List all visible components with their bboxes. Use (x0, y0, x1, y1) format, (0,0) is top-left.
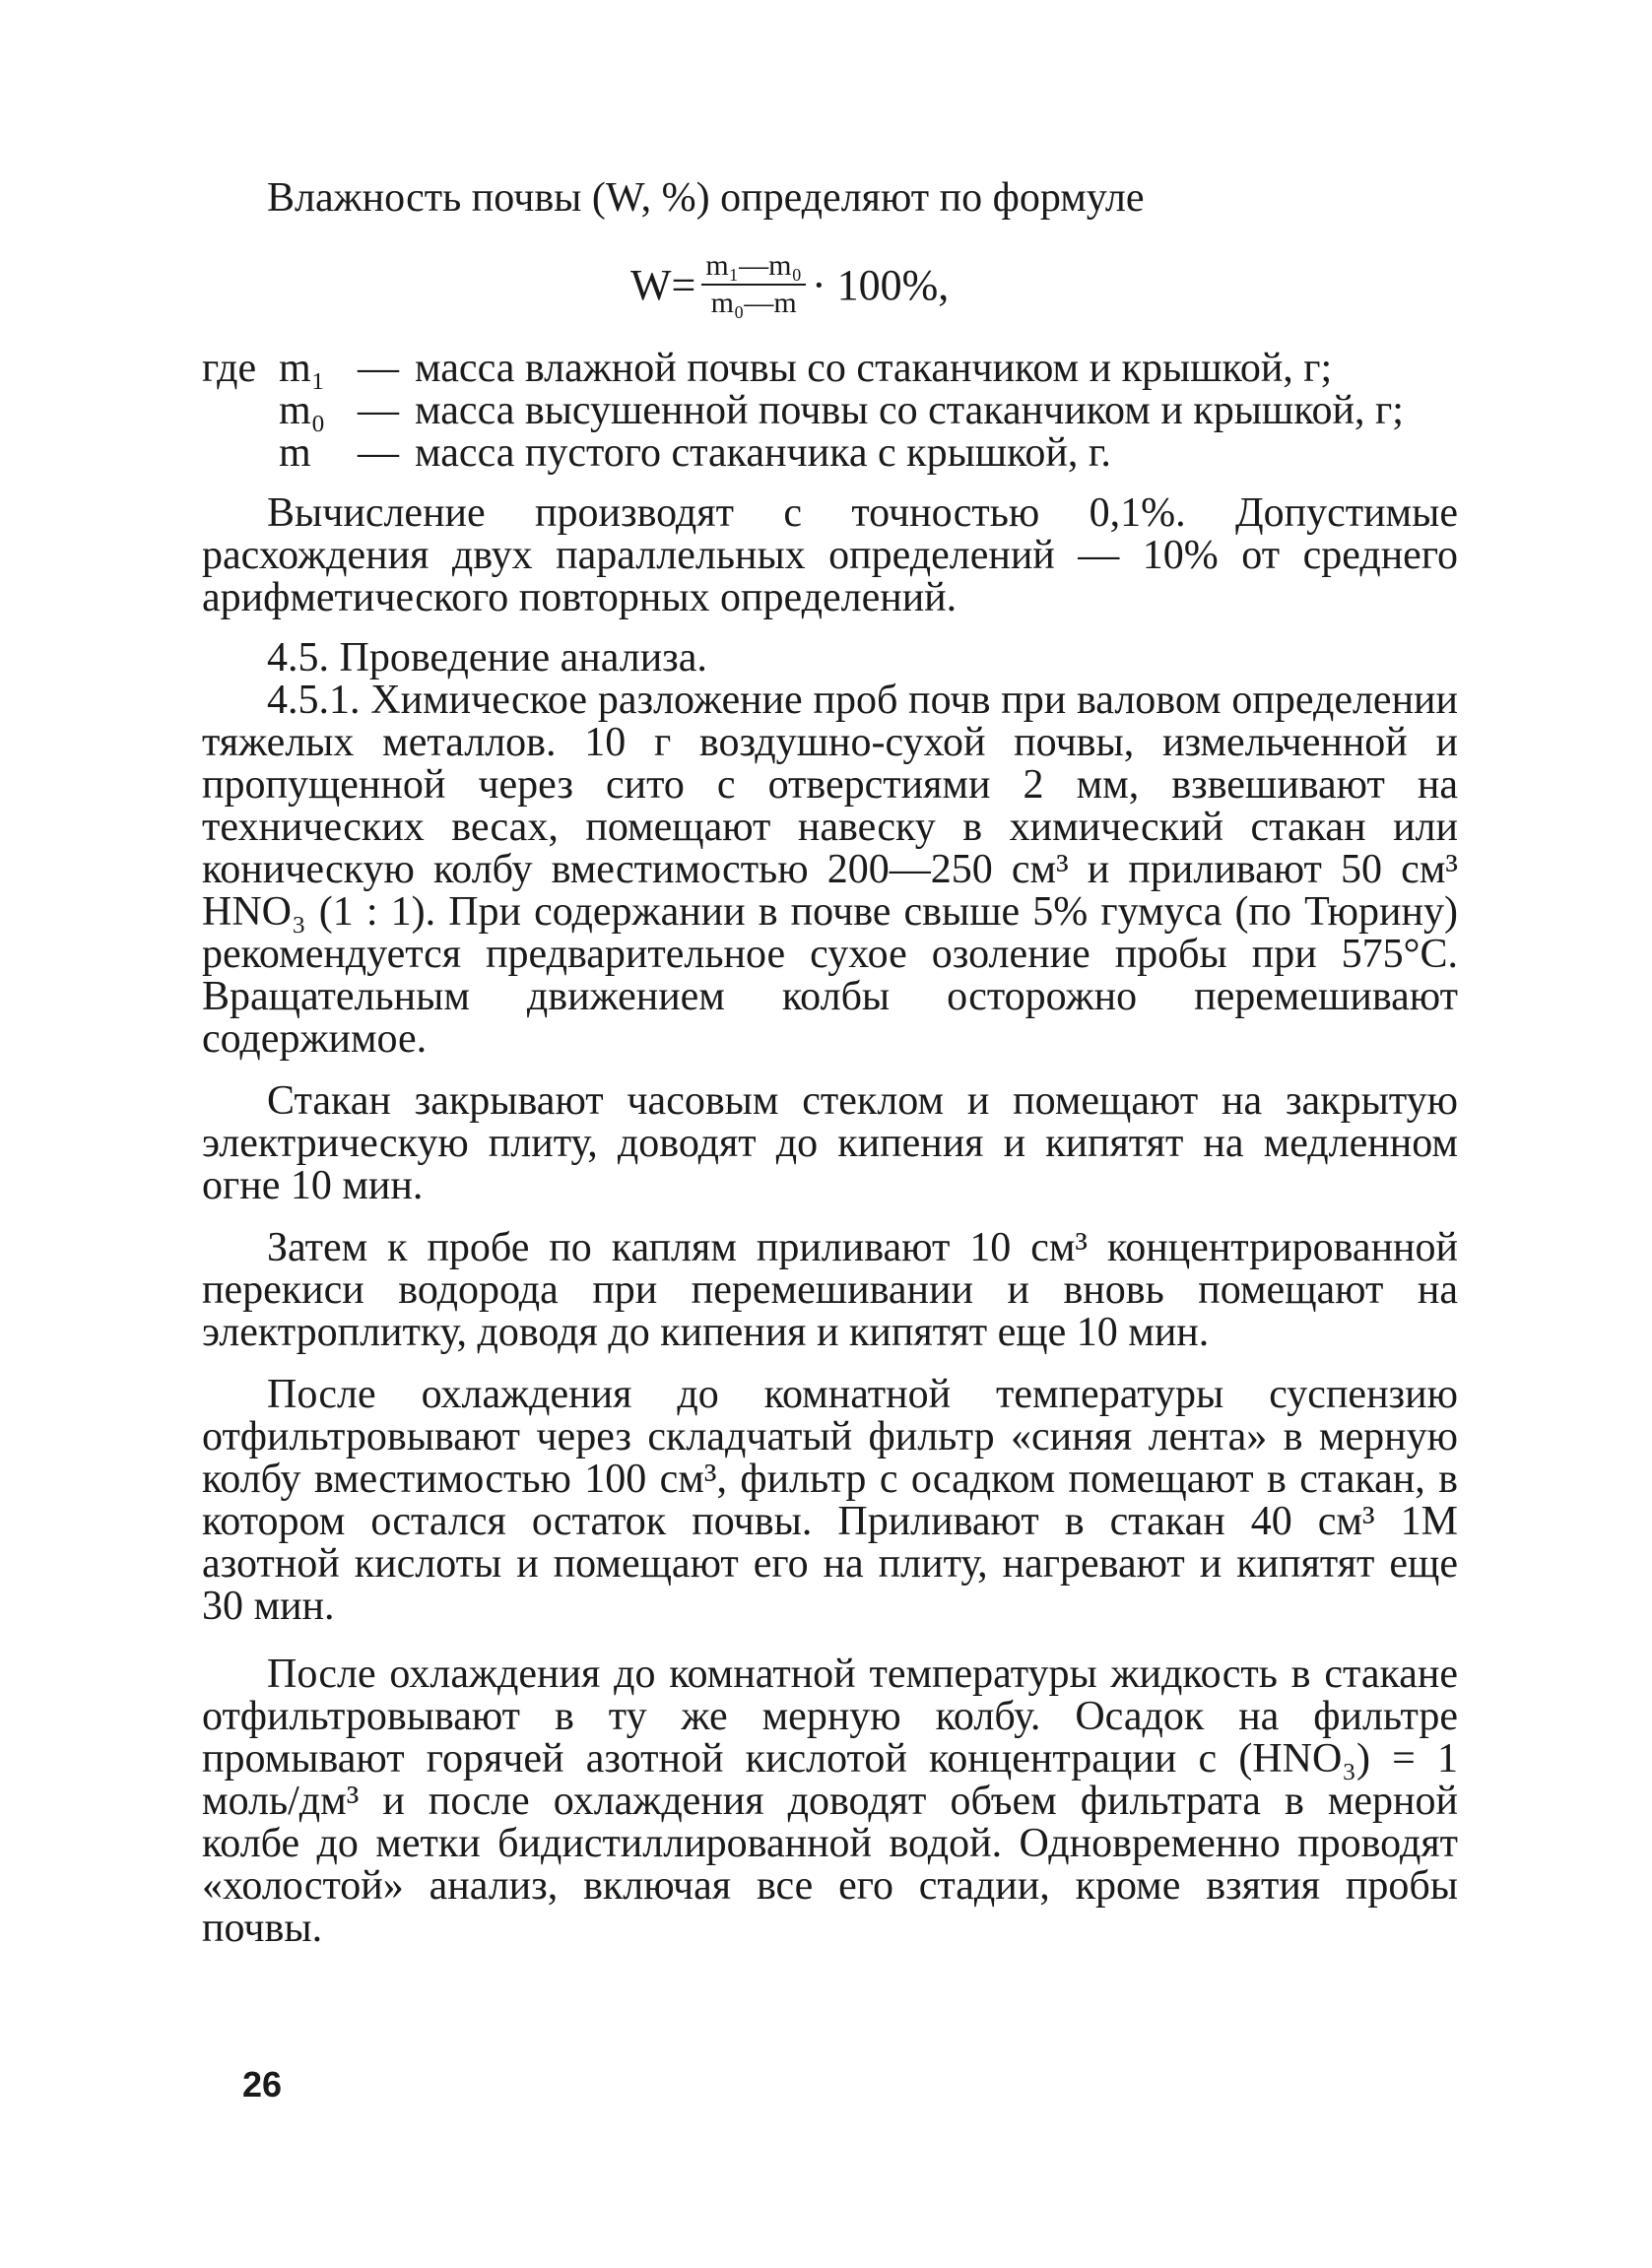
definition-symbol: m₀ (279, 388, 326, 433)
paragraph-decomposition: 4.5.1. Химическое разложение проб почв при валовом определении тяжелых металлов. 10 г воздушно-сухой почвы, измельченной и пропущенной через сито с отверстиями 2 мм, взвешивают на технических весах, помещают навеску в химический стакан или коническую колбу вместимостью 200—250 см³ и приливают 50 см³ HNO₃ (1 : 1). При содержании в почве свыше 5% гумуса (по Тюрину) рекомендуется предварительное сухое озоление пробы при 575°C. Вращательным движением колбы осторожно перемешивают содержимое. (202, 678, 1458, 1062)
definition-row (202, 348, 1458, 390)
formula-rhs: · 100%, (811, 260, 950, 309)
paragraph-boiling: Стакан закрывают часовым стеклом и помещают на закрытую электрическую плиту, доводят до кипения и кипятят на медленном огне 10 мин. (202, 1078, 1458, 1208)
definition-row (202, 432, 1458, 475)
paragraph-final: После охлаждения до комнатной температуры жидкость в стакане отфильтровывают в ту же мерную колбу. Осадок на фильтре промывают горячей азотной кислотой концентрации с (HNO₃) = 1 моль/дм³ и после охлаждения доводят объем фильтрата в мерной колбе до метки бидистиллированной водой. Одновременно проводят «холостой» анализ, включая все его стадии, кроме взятия пробы почвы. (202, 1652, 1458, 1951)
definition-dash: — (358, 388, 399, 433)
definition-text: масса высушенной почвы со стаканчиком и крышкой, г; (415, 388, 1404, 433)
definition-symbol: m (279, 430, 311, 476)
paragraph-filtration: После охлаждения до комнатной температуры суспензию отфильтровывают через складчатый фильтр «синяя лента» в мерную колбу вместимостью 100 см³, фильтр с осадком помещают в стакан, в котором остался остаток почвы. Приливают в стакан 40 см³ 1М азотной кислоты и помещают его на плиту, нагревают и кипятят еще 30 мин. (202, 1372, 1458, 1629)
formula-fraction (701, 250, 806, 319)
definition-symbol: m₁ (279, 346, 326, 391)
formula-lhs: W= (630, 260, 696, 309)
definition-text: масса пустого стаканчика с крышкой, г. (415, 430, 1111, 476)
definition-dash: — (358, 346, 399, 391)
definition-row (202, 390, 1458, 432)
definitions-lead: где (202, 346, 257, 391)
definition-text: масса влажной почвы со стаканчиком и крышкой, г; (415, 346, 1333, 391)
page-body (202, 177, 1458, 1950)
moisture-formula (630, 239, 1458, 330)
paragraph-precision: Вычисление производят с точностью 0,1%. Допустимые расхождения двух параллельных определений — 10% от среднего арифметического повторных определений. (202, 490, 1458, 620)
section-heading: 4.5. Проведение анализа. (267, 635, 707, 680)
variable-definitions (202, 348, 1458, 475)
definition-dash: — (358, 430, 399, 476)
paragraph-peroxide: Затем к пробе по каплям приливают 10 см³ концентрированной перекиси водорода при перемешивании и вновь помещают на электроплитку, доводя до кипения и кипятят еще 10 мин. (202, 1225, 1458, 1355)
formula-denominator: m₀—m (710, 287, 797, 319)
formula-numerator: m₁—m₀ (701, 250, 806, 286)
intro-text: Влажность почвы (W, %) определяют по формуле (267, 175, 1145, 221)
page-number: 26 (242, 2064, 283, 2105)
